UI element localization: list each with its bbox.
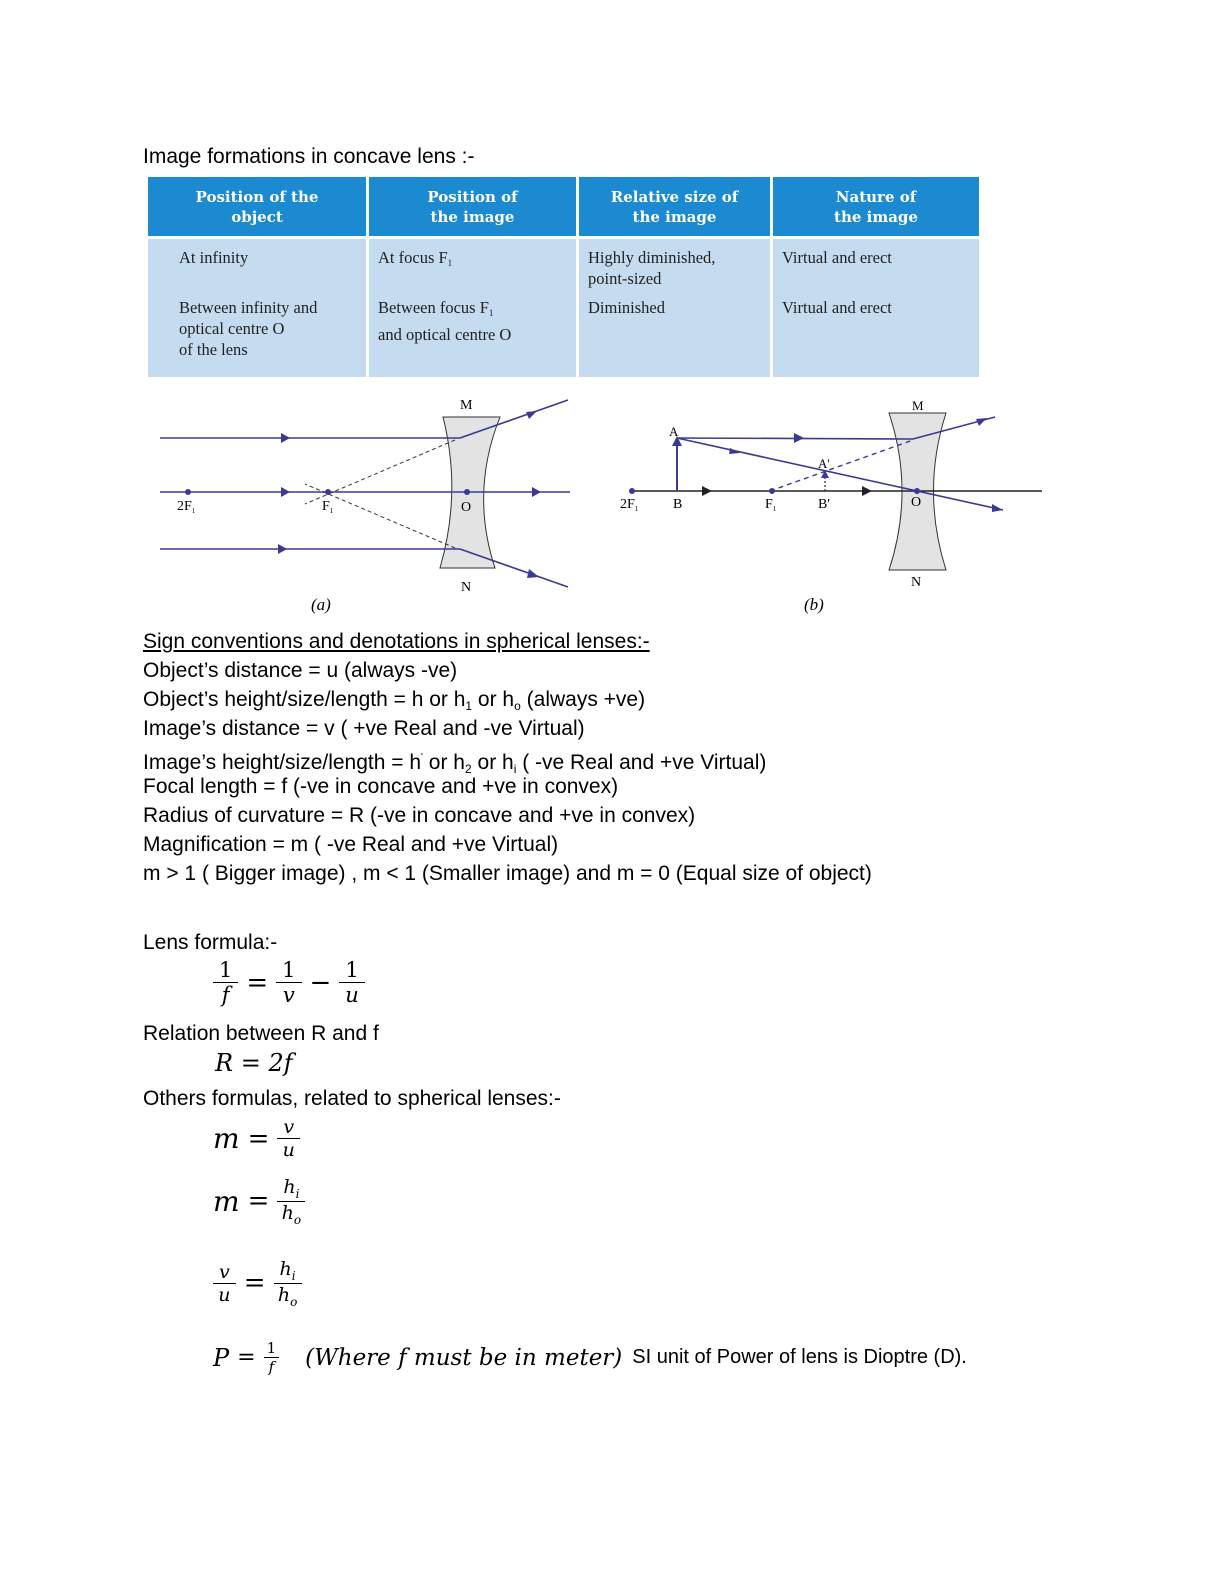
cell-text: Virtual and erect	[782, 298, 892, 317]
cell-text: At infinity	[179, 248, 249, 267]
header-relative-size	[579, 177, 773, 239]
header-line: the image	[430, 208, 515, 226]
subscript: 1	[488, 308, 494, 318]
text: or h	[472, 688, 515, 711]
caption-b: (b)	[804, 595, 824, 614]
header-line: the image	[632, 208, 717, 226]
point-o	[464, 489, 470, 495]
fraction	[274, 1258, 302, 1309]
numerator: v	[277, 1116, 300, 1139]
fraction	[277, 1116, 300, 1161]
text: ( -ve Real and +ve Virtual)	[516, 751, 767, 774]
label-a-prime: A'	[818, 456, 830, 471]
others-heading: Others formulas, related to spherical lenses:-	[143, 1087, 561, 1110]
table-cell	[179, 247, 366, 297]
fraction	[339, 958, 364, 1007]
relation-formula: R = 2f	[215, 1049, 293, 1077]
denominator: f	[268, 1358, 275, 1376]
table-header-row	[148, 177, 979, 239]
arrow-head	[862, 486, 872, 496]
arrow-head	[281, 433, 290, 443]
denominator: u	[345, 983, 359, 1007]
cell-text: of the lens	[179, 340, 248, 359]
header-object-position	[148, 177, 369, 239]
label-2f: $2F_1$	[620, 497, 639, 513]
sign-conventions-heading: Sign conventions and denotations in spherical lenses:-	[143, 630, 650, 653]
numerator: 1	[213, 958, 238, 983]
header-image-position	[369, 177, 579, 239]
lens-formula	[213, 958, 365, 1007]
object-position-cell	[148, 239, 369, 377]
nature-cell	[773, 239, 979, 377]
table-cell	[378, 247, 576, 297]
ray-through-centre	[677, 438, 1003, 510]
arrow-head	[281, 487, 290, 497]
numerator: 1	[339, 958, 364, 983]
si-unit-note: SI unit of Power of lens is Dioptre (D).	[632, 1346, 967, 1368]
relative-size-cell	[579, 239, 773, 377]
ray-diagram-a	[150, 390, 580, 620]
point-f	[769, 488, 775, 494]
image-height-line	[143, 743, 872, 776]
text: or h	[422, 751, 465, 774]
object-distance-line: Object’s distance = u (always -ve)	[143, 659, 458, 682]
text: h	[283, 1176, 296, 1198]
caption-a: (a)	[311, 595, 331, 614]
magnification-formula-2	[213, 1176, 305, 1227]
cell-text: Highly diminished,	[588, 248, 716, 267]
cell-text: Between focus F	[378, 298, 489, 317]
page-title: Image formations in concave lens :-	[143, 145, 475, 168]
denominator: v	[282, 983, 295, 1007]
header-line: object	[231, 208, 283, 226]
equals-sign: =	[247, 1123, 270, 1154]
point-f	[325, 489, 331, 495]
header-nature	[773, 177, 979, 239]
subscript: i	[291, 1268, 296, 1283]
subscript: i	[513, 762, 517, 776]
denominator: u	[218, 1283, 231, 1306]
equals-sign: =	[237, 1345, 256, 1370]
power-formula	[213, 1339, 967, 1376]
image-formation-table	[148, 177, 979, 377]
arrow-head	[527, 569, 539, 578]
label-n: N	[461, 580, 472, 595]
subscript: 1	[465, 699, 473, 713]
cell-text: and optical centre O	[378, 325, 512, 344]
table-cell	[378, 297, 576, 377]
magnification-cases-line: m > 1 ( Bigger image) , m < 1 (Smaller image) and m = 0 (Equal size of object)	[143, 862, 872, 885]
text: h	[281, 1201, 294, 1224]
cell-text: optical centre O	[179, 319, 285, 338]
label-f: $F_1$	[765, 497, 777, 513]
label-n: N	[911, 575, 922, 590]
arrow-head	[976, 418, 987, 426]
lhs: m	[213, 1122, 240, 1155]
numerator	[274, 1258, 302, 1284]
label-f: $F_1$	[322, 499, 334, 515]
image-position-cell	[369, 239, 579, 377]
text: h	[277, 1283, 291, 1306]
header-line: Position of the	[195, 188, 319, 206]
label-o: O	[911, 495, 922, 510]
cell-text: point-sized	[588, 269, 662, 288]
denominator: u	[282, 1139, 295, 1161]
table-cell	[588, 297, 770, 377]
numerator: 1	[276, 958, 301, 983]
lhs: m	[213, 1184, 240, 1218]
subscript: o	[293, 1212, 302, 1227]
magnification-formula-1	[213, 1116, 300, 1161]
text: h	[279, 1258, 292, 1280]
table-cell	[782, 247, 979, 297]
minus-sign: −	[309, 967, 332, 998]
fraction	[213, 1261, 236, 1306]
subscript: o	[290, 1294, 298, 1309]
header-line: the image	[834, 208, 918, 226]
subscript: 1	[447, 258, 453, 268]
lhs: P	[213, 1343, 230, 1372]
superscript: '	[421, 752, 423, 763]
header-line: Nature of	[835, 188, 917, 206]
header-line: Position of	[427, 188, 518, 206]
label-m: M	[460, 398, 473, 413]
table-body-row	[148, 239, 979, 377]
ray-diagram-b	[610, 390, 1050, 620]
denominator: f	[221, 983, 230, 1007]
arrow-head	[278, 544, 287, 554]
arrow-head	[526, 411, 537, 419]
label-b: B	[673, 497, 683, 512]
object-height-line	[143, 685, 872, 714]
denominator	[278, 1284, 297, 1309]
sign-conventions-section	[143, 627, 872, 888]
equals-sign: =	[246, 967, 269, 998]
point-o	[914, 488, 920, 494]
label-2f: $2F_1$	[177, 499, 196, 515]
text: Image’s height/size/length = h	[143, 751, 422, 774]
virtual-ray	[770, 440, 913, 491]
label-m: M	[912, 398, 924, 413]
radius-line: Radius of curvature = R (-ve in concave and +ve in convex)	[143, 804, 696, 827]
denominator	[282, 1202, 301, 1227]
point-2f	[185, 489, 191, 495]
subscript: i	[295, 1186, 300, 1201]
cell-text: At focus F	[378, 248, 448, 267]
magnification-formula-3	[213, 1258, 302, 1309]
magnification-line: Magnification = m ( -ve Real and +ve Virtual)	[143, 833, 559, 856]
arrow-head	[794, 433, 804, 443]
label-a: A	[669, 424, 679, 439]
table-cell	[782, 297, 979, 377]
arrow-head	[992, 504, 1003, 512]
arrow-head	[532, 487, 541, 497]
equals-sign: =	[243, 1268, 266, 1299]
cell-text: Between infinity and	[179, 298, 318, 317]
text: or h	[471, 751, 514, 774]
focal-length-line: Focal length = f (-ve in concave and +ve in convex)	[143, 775, 619, 798]
lens-formula-heading: Lens formula:-	[143, 931, 278, 954]
numerator	[277, 1176, 305, 1202]
arrow-head	[702, 486, 712, 496]
subscript: o	[514, 699, 521, 713]
fraction	[276, 958, 301, 1007]
table-cell	[179, 297, 366, 377]
fraction	[213, 958, 238, 1007]
equals-sign: =	[247, 1186, 270, 1217]
subscript: 2	[465, 762, 472, 776]
point-2f	[629, 488, 635, 494]
fraction	[277, 1176, 305, 1227]
fraction	[264, 1339, 280, 1376]
table-cell	[588, 247, 770, 297]
header-line: Relative size of	[610, 188, 739, 206]
label-o: O	[461, 500, 472, 515]
image-distance-line: Image’s distance = v ( +ve Real and -ve Virtual)	[143, 717, 585, 740]
text: (always +ve)	[520, 688, 646, 711]
cell-text: Virtual and erect	[782, 248, 892, 267]
cell-text: Diminished	[588, 298, 665, 317]
text: Object’s height/size/length = h or h	[143, 688, 466, 711]
numerator: 1	[264, 1339, 280, 1358]
label-b-prime: B'	[818, 497, 830, 512]
power-note: (Where f must be in meter)	[305, 1344, 623, 1371]
numerator: v	[213, 1261, 236, 1284]
relation-heading: Relation between R and f	[143, 1022, 379, 1045]
